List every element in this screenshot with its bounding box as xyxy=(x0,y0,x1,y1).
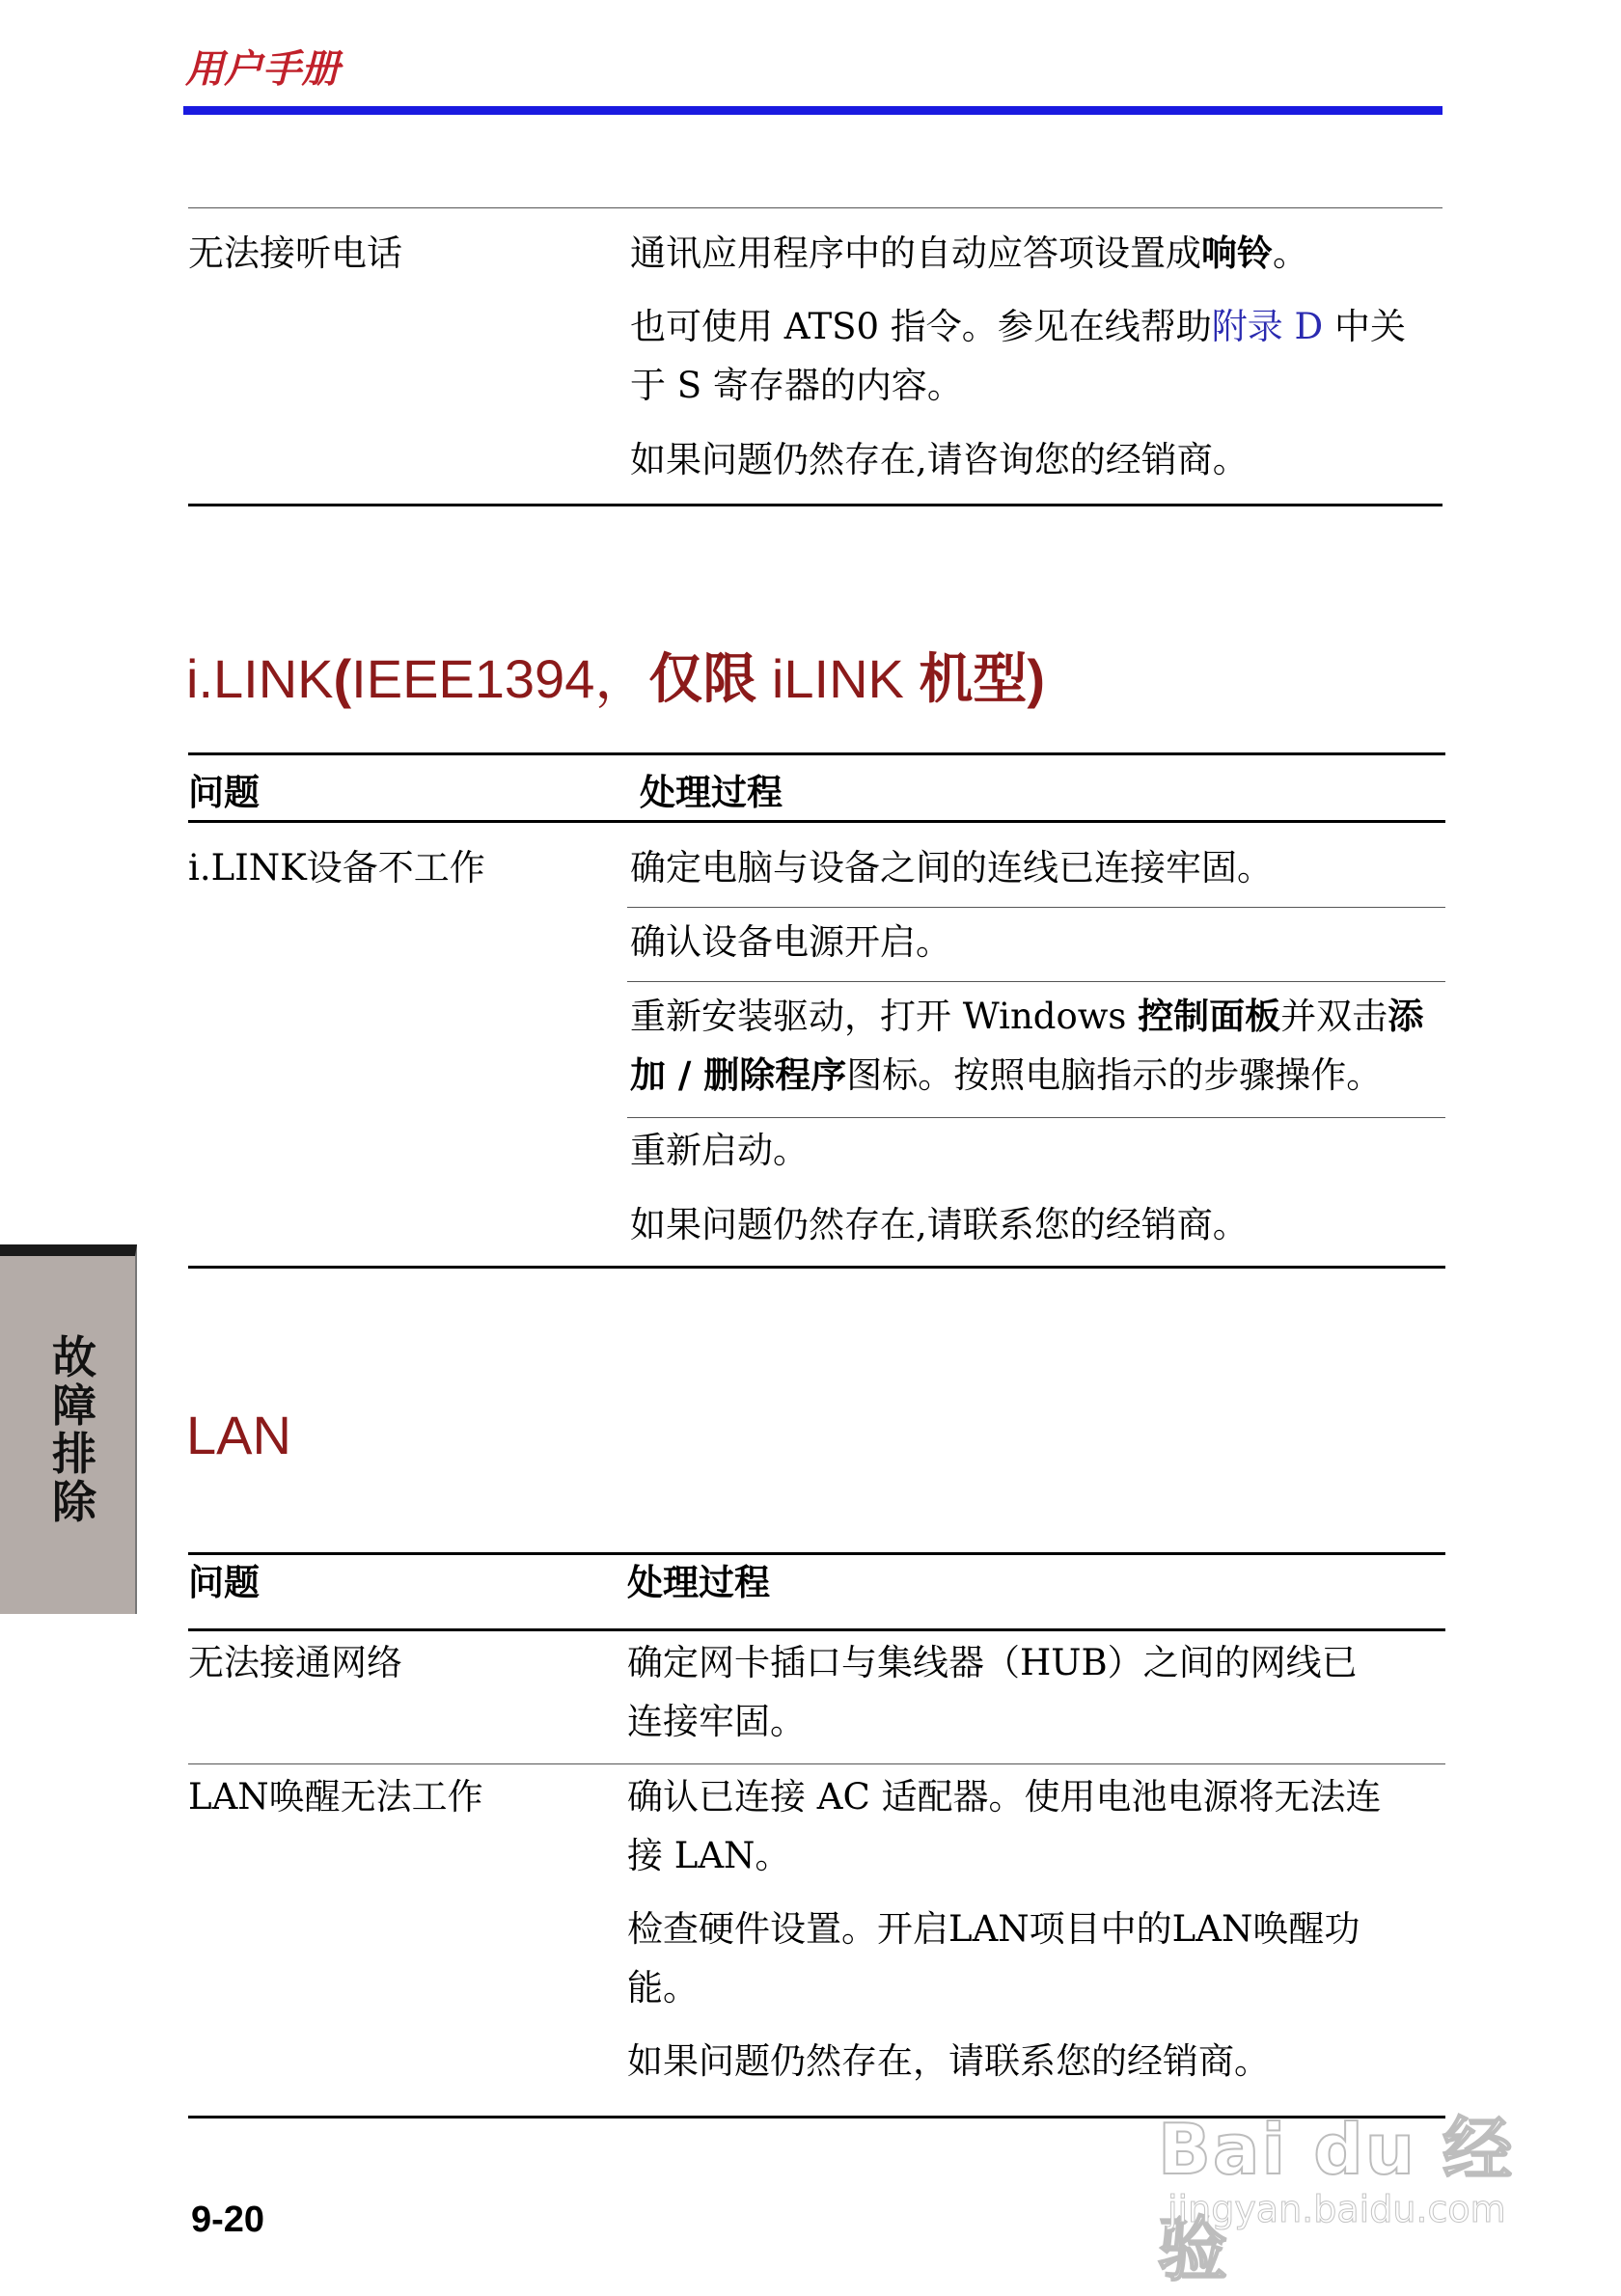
lan-row2-solution-3: 如果问题仍然存在，请联系您的经销商。 xyxy=(627,2040,1270,2082)
top-row-problem: 无法接听电话 xyxy=(188,232,402,274)
table-bottom-rule xyxy=(188,504,1442,506)
table-top-rule xyxy=(188,207,1442,208)
ilink-problem: i.LINK设备不工作 xyxy=(188,847,485,888)
lan-row2-solution-1-line1: 确认已连接 AC 适配器。使用电池电源将无法连 xyxy=(627,1776,1382,1818)
section-title-lan: LAN xyxy=(186,1405,291,1465)
ilink-step-2: 确认设备电源开启。 xyxy=(630,921,951,963)
page-number: 9-20 xyxy=(191,2200,265,2240)
side-tab-label: 故障排除 xyxy=(52,1331,96,1528)
top-row-solution-1: 通讯应用程序中的自动应答项设置成响铃。 xyxy=(630,232,1308,274)
ilink-step-3-line2: 加 / 删除程序图标。按照电脑指示的步骤操作。 xyxy=(630,1054,1383,1096)
section-title-ilink: i.LINK(IEEE1394，仅限 iLINK 机型) xyxy=(186,648,1046,709)
page-header-title: 用户手册 xyxy=(185,47,340,92)
top-row-solution-2-cont: 于 S 寄存器的内容。 xyxy=(630,365,963,406)
top-row-solution-3: 如果问题仍然存在,请咨询您的经销商。 xyxy=(630,439,1249,480)
ilink-divider-1 xyxy=(627,907,1445,908)
watermark-url: jingyan.baidu.com xyxy=(1168,2188,1506,2230)
baidu-watermark xyxy=(1158,2093,1582,2290)
ilink-header-solution: 处理过程 xyxy=(640,772,783,813)
ilink-step-4: 重新启动。 xyxy=(630,1130,809,1171)
lan-row2-solution-1-line2: 接 LAN。 xyxy=(627,1835,791,1876)
chapter-side-tab xyxy=(0,1244,137,1614)
lan-header-rule xyxy=(188,1628,1445,1631)
ilink-step-5: 如果问题仍然存在,请联系您的经销商。 xyxy=(630,1204,1249,1245)
lan-row1-problem: 无法接通网络 xyxy=(188,1642,402,1683)
lan-row2-solution-2-line2: 能。 xyxy=(627,1967,699,2009)
ilink-table-bottom-rule xyxy=(188,1266,1445,1269)
lan-row2-solution-2-line1: 检查硬件设置。开启LAN项目中的LAN唤醒功 xyxy=(627,1908,1360,1950)
ilink-table-top-rule xyxy=(188,752,1445,755)
header-rule xyxy=(183,106,1442,115)
lan-header-solution: 处理过程 xyxy=(627,1562,770,1603)
appendix-d-link[interactable]: 附录 D xyxy=(1211,306,1324,347)
watermark-logo: Bai du 经验 xyxy=(1158,2109,1515,2290)
lan-table-top-rule xyxy=(188,1552,1445,1555)
lan-row-divider xyxy=(188,1763,1445,1764)
lan-row1-solution-line2: 连接牢固。 xyxy=(627,1701,806,1742)
ilink-header-rule xyxy=(188,820,1445,823)
lan-row1-solution-line1: 确定网卡插口与集线器（HUB）之间的网线已 xyxy=(627,1642,1358,1683)
ilink-divider-3 xyxy=(627,1117,1445,1118)
lan-row2-problem: LAN唤醒无法工作 xyxy=(188,1776,483,1818)
ilink-step-1: 确定电脑与设备之间的连线已连接牢固。 xyxy=(630,847,1273,888)
ilink-header-problem: 问题 xyxy=(188,772,260,813)
lan-header-problem: 问题 xyxy=(188,1562,260,1603)
top-row-solution-2: 也可使用 ATS0 指令。参见在线帮助附录 D 中关 xyxy=(630,306,1406,347)
ilink-divider-2 xyxy=(627,981,1445,982)
ilink-step-3-line1: 重新安装驱动，打开 Windows 控制面板并双击添 xyxy=(630,996,1424,1037)
